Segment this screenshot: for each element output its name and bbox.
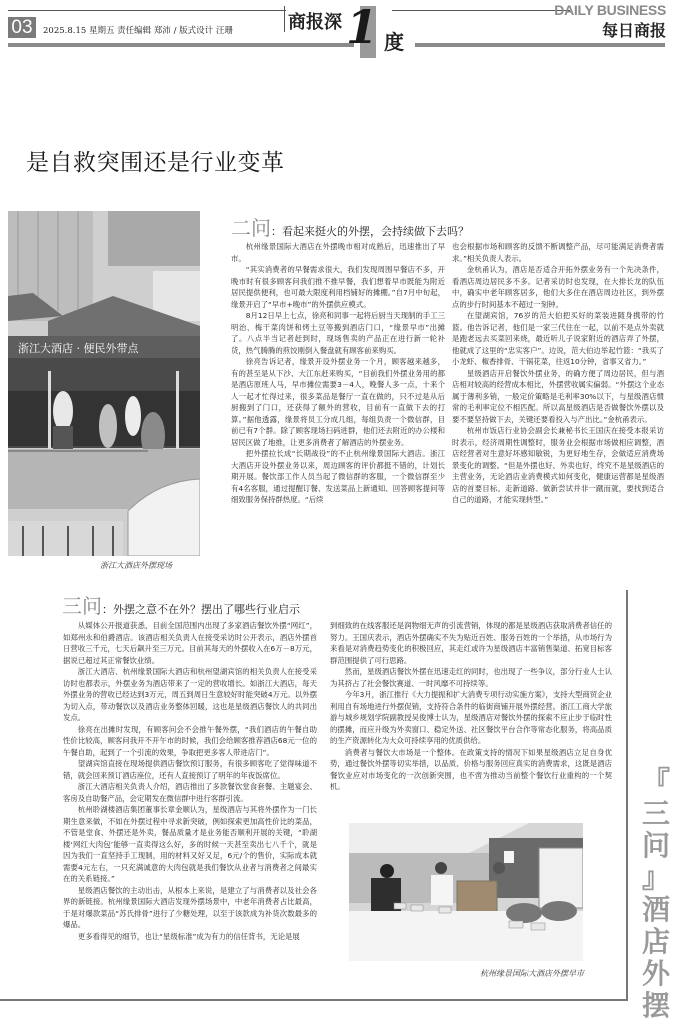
section-2-colon: ： — [271, 225, 282, 238]
header-top-rule-right — [392, 10, 570, 11]
header-rule-right — [415, 43, 665, 47]
section-2-label: 二问 — [231, 216, 271, 240]
body-paragraph: “其实消费者的早餐需求很大，我们发现周围早餐店不多，开晚市时有很多顾客问我们推不推早餐，我们想着早市既能为附近居民提供便利，也可最大限度利用档铺好的摊棚。”自7月中旬起，缘景开启了“早市+晚市”的外摆供应模式。 — [231, 265, 445, 309]
body-paragraph: 望湖宾馆直接在现场提供酒店餐饮预订服务，有很多顾客吃了觉得味道不错，就会回来预订酒店座位，还有人直接预订了明年的年夜饭席位。 — [63, 759, 317, 780]
header-top-rule — [8, 10, 286, 11]
section-2-column-a — [231, 241, 445, 561]
body-paragraph: 杭州聆湖楼酒店集团董事长章金顺认为，星级酒店与其将外摆作为一门长期生意来做，不如在外摆过程中寻求新突破，例如探索更加高性价比的菜品，不管是堂食、外摆还是外卖，餐品质量才是业务能否顺利开展的关键，“聆湖楼‘网红大肉包’能够一直卖得这么好，多的时候一天甚至卖出七八千个，就是因为我们一直坚持手工现制，用的材料又好又足，6元/个的售价，实际成本就需要4元左右，一只充满诚意的大肉包就是我们餐饮从业者与消费者之间最实在的关系链接。” — [63, 805, 317, 883]
section-3-colon: ： — [102, 603, 113, 616]
header-rule-left — [8, 43, 354, 47]
body-paragraph: 在望湖宾馆，76岁的范大伯把买好的菜装进随身携带的竹篮。他告诉记者，他们是一家三代住在一起，以前不是点外卖就是跑老远去买菜回来烧，最近听儿子说家附近的酒店弄了外摆，他就成了这里的“忠实客户”。边说，范大伯边举起竹篮：“我买了小龙虾、椒香排骨、干锅花菜，往返10分钟，省事又省力。” — [452, 311, 664, 366]
side-title-char: 问 — [641, 829, 670, 862]
photo-market-illustration — [349, 823, 583, 961]
body-paragraph: 徐亮在出摊时发现，有顾客问会不会推午餐外摆，“我们酒店的午餐自助性价比较高，顾客问我开不开午市的时候，我们会给顾客推荐酒店68元一位的午餐自助，起到了一个引流的效果，争取把更多客人带进店门”。 — [63, 724, 317, 757]
body-paragraph: 星级酒店餐饮的主动出击，从根本上来说，是建立了与消费者以及社会各界的新链接。杭州缘景国际大酒店发现外摆场景中，中老年消费者占比最高，于是对爆款菜品“苏氏排骨”进行了少糖处理，以至于该款成为补货次数最多的爆品。 — [63, 885, 317, 929]
column-number: 1 — [346, 0, 379, 54]
column-name-left: 商报深 — [288, 12, 342, 33]
body-paragraph: 更多看得见的细节，也让“星级标准”成为有力的信任背书，无论是展 — [77, 931, 300, 941]
body-paragraph: 金杭甬认为，酒店是否适合开拓外摆业务有一个先决条件，看酒店周边居民多不多。记者采访时也发现，在大排长龙的队伍中，确实中老年顾客居多，他们大多住在酒店周边社区，到外摆点的步行时间基本不超过一刻钟。 — [452, 265, 664, 309]
section-3-column-c — [63, 620, 317, 965]
body-paragraph: 杭州缘景国际大酒店在外摆晚市相对成熟后，迅速推出了早市。 — [231, 242, 445, 263]
bottom-rule — [0, 999, 628, 1001]
body-paragraph: 浙江大酒店相关负责人介绍，酒店推出了多款餐饮堂食套餐、主题宴会、客房及自助餐产品，会定期发在微信群中进行客群引流。 — [63, 782, 317, 803]
photo-zhejiang-hotel-stall — [8, 211, 200, 556]
page-number: 03 — [8, 17, 36, 38]
body-paragraph: 到细致的在线客服还是润物细无声的引流营销，体现的都是星级酒店获取消费者信任的努力。王国庆表示，酒店外摆确实不失为贴近百姓、服务百姓的一个举措，从市场行为来看是对消费趋势变化的积极回应，其走红或许为星级酒店丰富销售渠道、拓宽目标客群范围提供了可行思路。 — [330, 621, 612, 665]
section-3-column-d — [330, 620, 612, 810]
stall-sign-text: 浙江大酒店 · 便民外带点 — [18, 342, 139, 355]
body-paragraph: 杭州市饭店行业协会副会长兼秘书长王国庆在接受本报采访时表示，经济周期性调整时，服务业会根据市场做相应调整，酒店经营者对生意好坏感知敏锐，为更好地生存，会做适应消费场景变化的调整。“但是外摆也好、外卖也好，终究不是星级酒店的主营业务，无论酒店业消费模式如何变化，健康运营都是星级酒店的首要目标。走新道路、做新尝试并非一蹴而就，要找到适合自己的道路，才能实现转型。” — [452, 426, 664, 504]
side-title-char: 酒 — [641, 893, 670, 926]
body-paragraph: 今年3月，浙江推行《大力提振和扩大消费专项行动实施方案》，支持大型商贸企业利用自有场地进行外摆促销，支持符合条件的临街商铺开展外摆经营。浙江工商大学旅游与城乡规划学院副教授吴俊博士认为，星级酒店对餐饮外摆的探索不应止步于临时性的摆摊，而应升级为外卖窗口、稳定外送、社区餐饮平台合作等常态化服务，将高品质的生产资源转化为大众可持续享用的优质供给。 — [330, 690, 612, 745]
side-title-char: 摆 — [641, 989, 670, 1022]
side-title-char: 『 — [641, 765, 670, 798]
section-2-column-b — [452, 241, 664, 561]
section-3-label: 三问 — [62, 594, 102, 618]
body-paragraph: 星级酒店开启餐饮外摆业务，的确方便了周边居民，但与酒店相对较高的经营成本相比，外摆营收属实偏弱。“外摆这个业态属于薄利多销，一般定价策略是毛利率30%以下，与星级酒店惯常的毛利率定位不相匹配。所以高星级酒店是否做餐饮外摆以及要不要坚持做下去，关键还要看投入与产出比。”金杭甬表示。 — [452, 368, 664, 424]
section-2-question: 看起来挺火的外摆，会持续做下去吗？ — [282, 225, 469, 238]
body-paragraph: 也会根据市场和顾客的反馈不断调整产品，尽可能满足消费者需求。”相关负责人表示。 — [452, 242, 664, 263]
photo-stall-illustration — [8, 211, 200, 556]
date-editor-line: 2025.8.15 星期五 责任编辑 郑沛 / 版式设计 汪珊 — [43, 26, 233, 36]
body-paragraph: 然而，星级酒店餐饮外摆在迅速走红的同时，也出现了一些争议，部分行业人士认为其挤占了社会餐饮赛道、一时风靡不可持续等。 — [330, 667, 612, 688]
body-paragraph: 把外摆拉长成“长期战役”的不止杭州缘景国际大酒店。浙江大酒店开设外摆业务以来，周边顾客的评价都挺不错的，计划长期开展。餐饮部工作人员当起了微信群的客服，一个微信群至少有4名客服，通过提醒订餐、发送菜品上新通知、回答顾客提问等细致服务保持群热度。“后续 — [231, 449, 445, 504]
body-paragraph: 8月12日早上七点，徐亮和同事一起将后厨当天现制的手工三明治、梅干菜肉饼和烤土豆等搬到酒店门口，“缘景早市”出摊了。八点半当记者赶到时，现场售卖的产品正在进行新一轮补货，热气腾腾的煎饺刚倒入餐盘就有顾客前来购买。 — [231, 311, 445, 355]
column-name-right: 度 — [384, 30, 404, 54]
section-2-heading — [231, 212, 469, 241]
side-title-char: 』 — [641, 861, 670, 894]
section-3-heading — [62, 590, 300, 619]
side-title-char: 店 — [641, 925, 670, 958]
body-paragraph: 从媒体公开报道获悉，目前全国范围内出现了多家酒店餐饮外摆“网红”，如郑州永和伯爵酒店。该酒店相关负责人在接受采访时公开表示，酒店外摆首日营收三千元，七天后飙升至三万元。目前其每天的外摆收入在6万－8万元，据说已超过其正常餐饮业绩。 — [63, 621, 317, 665]
side-vertical-rule — [626, 590, 628, 1000]
body-paragraph: 浙江大酒店、杭州缘景国际大酒店和杭州望湖宾馆的相关负责人在接受采访时也都表示，外摆业务为酒店带来了一定的营收增长。如浙江大酒店，每天外摆业务的营收已经达到3万元，周五到周日生意较好时能突破4万元。以外摆为切入点，带动餐饮以及酒店业务整体回暖，这也是星级酒店餐饮人的共同出发点。 — [63, 667, 317, 722]
photo-yuanjing-breakfast-market — [349, 823, 583, 961]
column-logo-divider — [284, 6, 285, 32]
photo-caption-2: 杭州缘景国际大酒店外摆早市 — [480, 969, 584, 978]
page-headline: 是自救突围还是行业变革 — [26, 150, 285, 176]
brand-chinese: 每日商报 — [601, 21, 666, 40]
brand-english: DAILY BUSINESS — [554, 2, 666, 18]
body-paragraph: 消费者与餐饮大市场是一个整体。在政策支持的情况下如果星级酒店立足自身优势，通过餐饮外摆等切实举措，以品质、价格与服务回应真实的消费需求，这既是酒店餐饮业应对市场变化的一次创新突围，也不啻为推动当前整个餐饮行业重构的一个契机。 — [330, 747, 612, 791]
body-paragraph: 徐亮告诉记者，缘景开设外摆业务一个月，顾客越来越多，有的甚至是从下沙、大江东赶来购买，“目前我们外摆业务用的都是酒店原班人马，早市摊位需要3－4人，晚餐人多一点，十来个人一起才忙得过来，很多菜品是餐厅一直在做的，只不过是从后厨搬到了门口，还获得了额外的营收，目前有一直做下去的打算。”据他透露，缘景将员工分成几组，每组负责一个微信群，目前已有7个群。除了顾客现场扫码进群，他们还去附近的办公楼和居民区做了地推，让更多消费者了解酒店的外摆业务。 — [231, 357, 445, 447]
section-3-question: 外摆之意不在外？摆出了哪些行业启示 — [113, 603, 300, 616]
side-title-char: 外 — [641, 957, 670, 990]
side-title-char: 三 — [641, 797, 670, 830]
side-vertical-title — [638, 766, 674, 1022]
photo-caption-1: 浙江大酒店外摆现场 — [100, 561, 172, 570]
